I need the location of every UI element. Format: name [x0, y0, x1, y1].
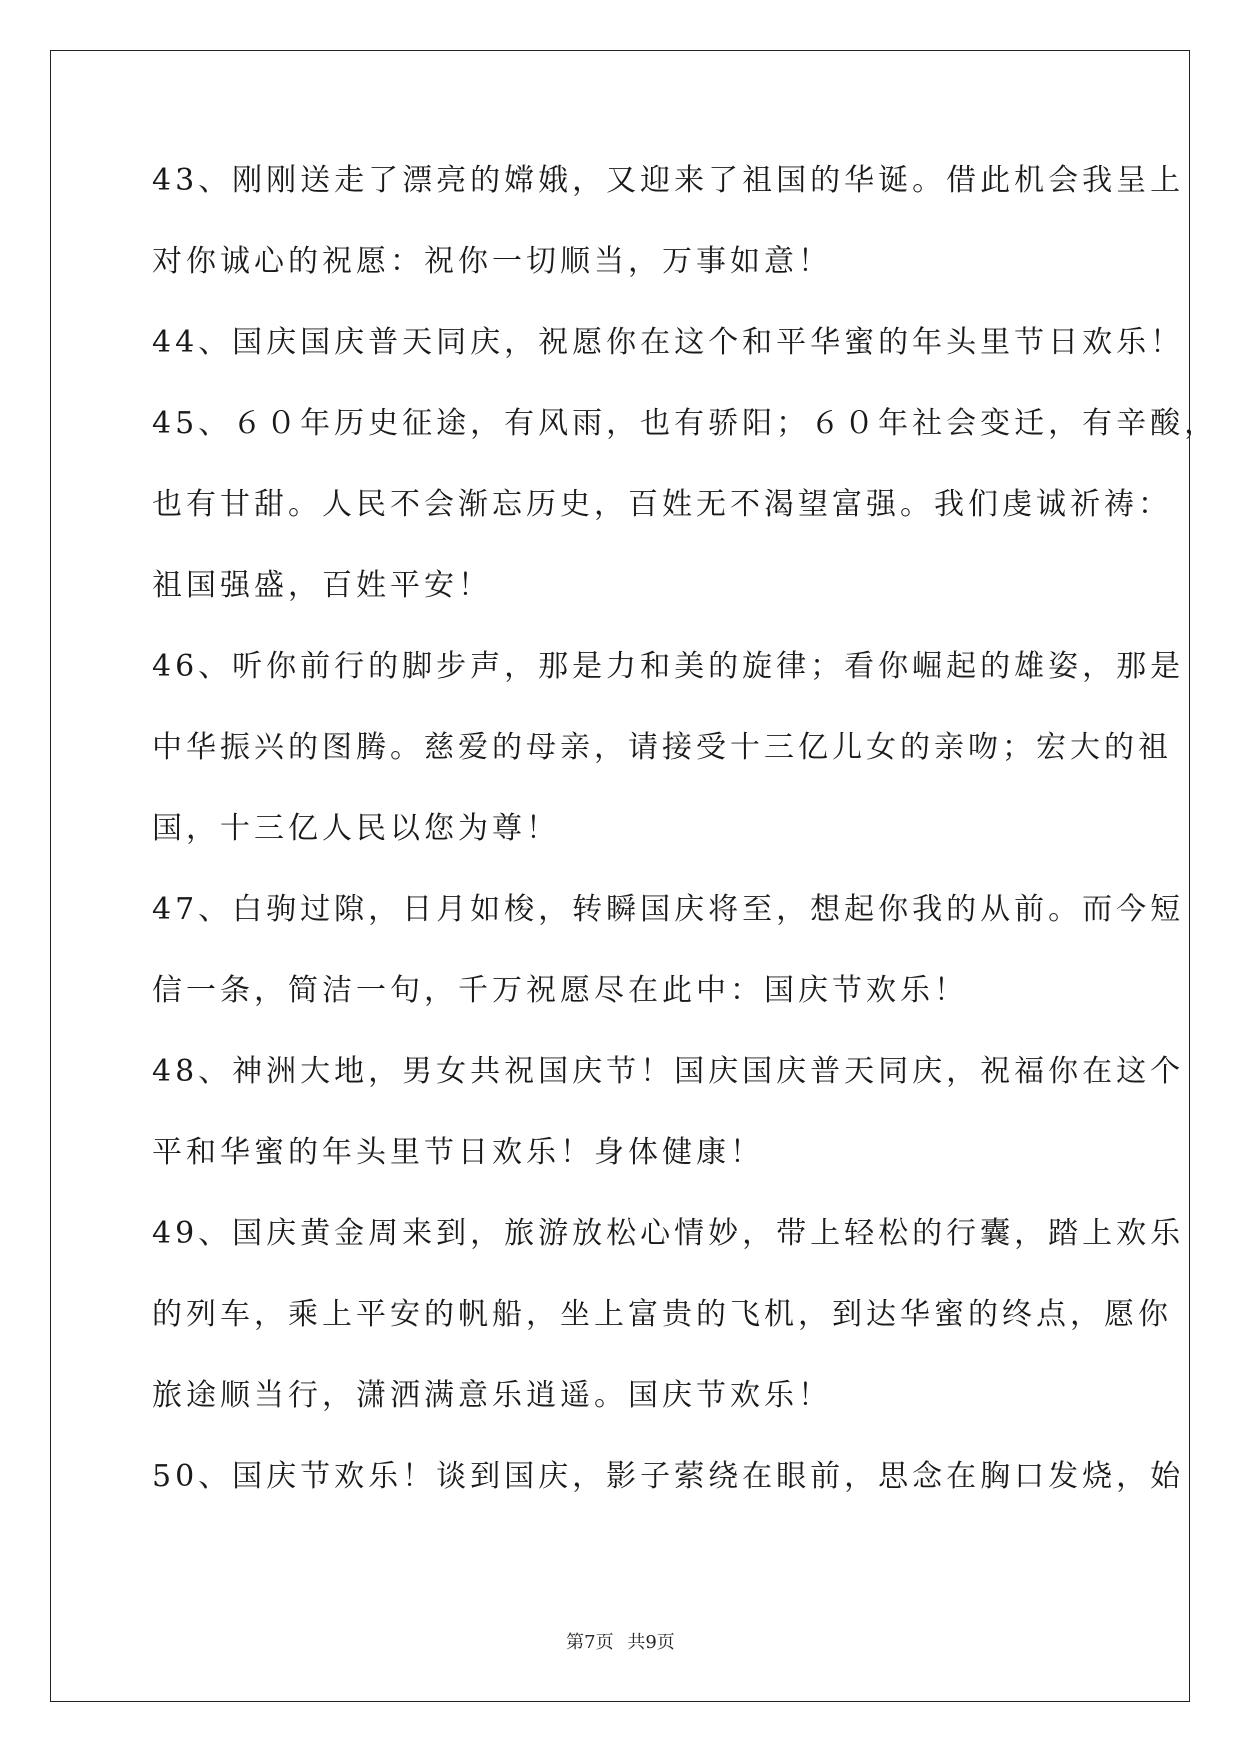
text-line: 对你诚心的祝愿：祝你一切顺当，万事如意！ [152, 244, 832, 279]
text-line: 45、６０年历史征途，有风雨，也有骄阳；６０年社会变迁，有辛酸， [152, 406, 1219, 441]
text-line: 50、国庆节欢乐！谈到国庆，影子萦绕在眼前，思念在胸口发烧，始 [152, 1459, 1185, 1494]
text-line: 也有甘甜。人民不会渐忘历史，百姓无不渴望富强。我们虔诚祈祷： [152, 487, 1172, 522]
text-line: 平和华蜜的年头里节日欢乐！身体健康！ [152, 1135, 764, 1170]
text-line: 47、白驹过隙，日月如梭，转瞬国庆将至，想起你我的从前。而今短 [152, 892, 1185, 927]
text-line: 43、刚刚送走了漂亮的嫦娥，又迎来了祖国的华诞。借此机会我呈上 [152, 163, 1185, 198]
page-footer [0, 1628, 1241, 1654]
text-line: 祖国强盛，百姓平安！ [152, 568, 492, 603]
page-total: 共9页 [627, 1632, 675, 1653]
text-line: 46、听你前行的脚步声，那是力和美的旋律；看你崛起的雄姿，那是 [152, 649, 1185, 684]
text-line: 旅途顺当行，潇洒满意乐逍遥。国庆节欢乐！ [152, 1378, 832, 1413]
text-line: 48、神洲大地，男女共祝国庆节！国庆国庆普天同庆，祝福你在这个 [152, 1054, 1185, 1089]
text-line: 49、国庆黄金周来到，旅游放松心情妙，带上轻松的行囊，踏上欢乐 [152, 1216, 1185, 1251]
page-number: 第7页 [566, 1632, 614, 1653]
text-line: 中华振兴的图腾。慈爱的母亲，请接受十三亿儿女的亲吻；宏大的祖 [152, 730, 1172, 765]
text-line: 44、国庆国庆普天同庆，祝愿你在这个和平华蜜的年头里节日欢乐！ [152, 325, 1185, 360]
text-line: 信一条，简洁一句，千万祝愿尽在此中：国庆节欢乐！ [152, 973, 968, 1008]
text-line: 的列车，乘上平安的帆船，坐上富贵的飞机，到达华蜜的终点，愿你 [152, 1297, 1172, 1332]
document-body [152, 162, 1219, 1539]
text-line: 国，十三亿人民以您为尊！ [152, 811, 560, 846]
